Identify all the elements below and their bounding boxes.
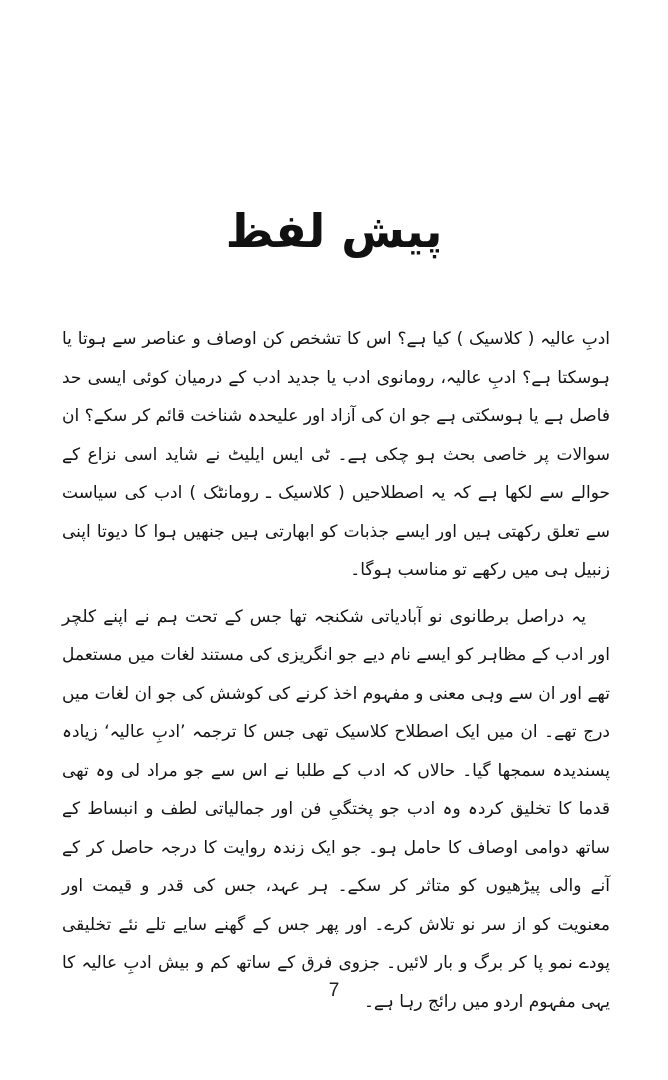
paragraph-2: یہ دراصل برطانوی نو آبادیاتی شکنجہ تھا جس کے تحت ہم نے اپنے کلچر اور ادب کے مظاہر کو ایسے نام دیے جو انگریزی کی مستند لغات میں مستعمل تھے اور ان سے وہی معنی و مفہوم اخذ کرنے کی کوشش کی جو ان لغات میں درج تھے۔ ان میں ایک اصطلاح کلاسیک تھی جس کا ترجمہ ’ادبِ عالیہ‘ زیادہ پسندیدہ سمجھا گیا۔ حالاں کہ ادب کے طلبا نے اس سے جو مراد لی وہ تھی قدما کا تخلیق کردہ وہ ادب جو پختگیِ فن اور جمالیاتی لطف و انبساط کے ساتھ دوامی اوصاف کا حامل ہو۔ جو ایک زندہ روایت کا درجہ حاصل کر کے آنے والی پیڑھیوں کو متاثر کر سکے۔ ہر عہد، جس کی قدر و قیمت اور معنویت کو از سر نو تلاش کرے۔ اور پھر جس کے گھنے سایے تلے نئے تخلیقی پودے نمو پا کر برگ و بار لائیں۔ جزوی فرق کے ساتھ کم و بیش ادبِ عالیہ کا یہی مفہوم اردو میں رائج رہا ہے۔ xyxy=(62,606,610,1012)
paragraph-1: ادبِ عالیہ ( کلاسیک ) کیا ہے؟ اس کا تشخص کن اوصاف و عناصر سے ہوتا یا ہوسکتا ہے؟ ادبِ عالیہ، رومانوی ادب یا جدید ادب کے درمیان کوئی ایسی حد فاصل ہے یا ہوسکتی ہے جو ان کی آزاد اور علیحدہ شناخت قائم کر سکے؟ ان سوالات پر خاصی بحث ہو چکی ہے۔ ٹی ایس ایلیٹ نے شاید اسی نزاع کے حوالے سے لکھا ہے کہ یہ اصطلاحیں ( کلاسیک ـ رومانٹک ) ادب کی سیاست سے تعلق رکھتی ہیں اور ایسے جذبات کو ابھارتی ہیں جنھیں ہوا کا دیوتا اپنی زنبیل ہی میں رکھے تو مناسب ہوگا۔ xyxy=(62,329,610,580)
page-number: 7 xyxy=(328,980,340,1001)
page-title: پیش لفظ xyxy=(225,204,443,258)
body-text xyxy=(62,320,610,1021)
